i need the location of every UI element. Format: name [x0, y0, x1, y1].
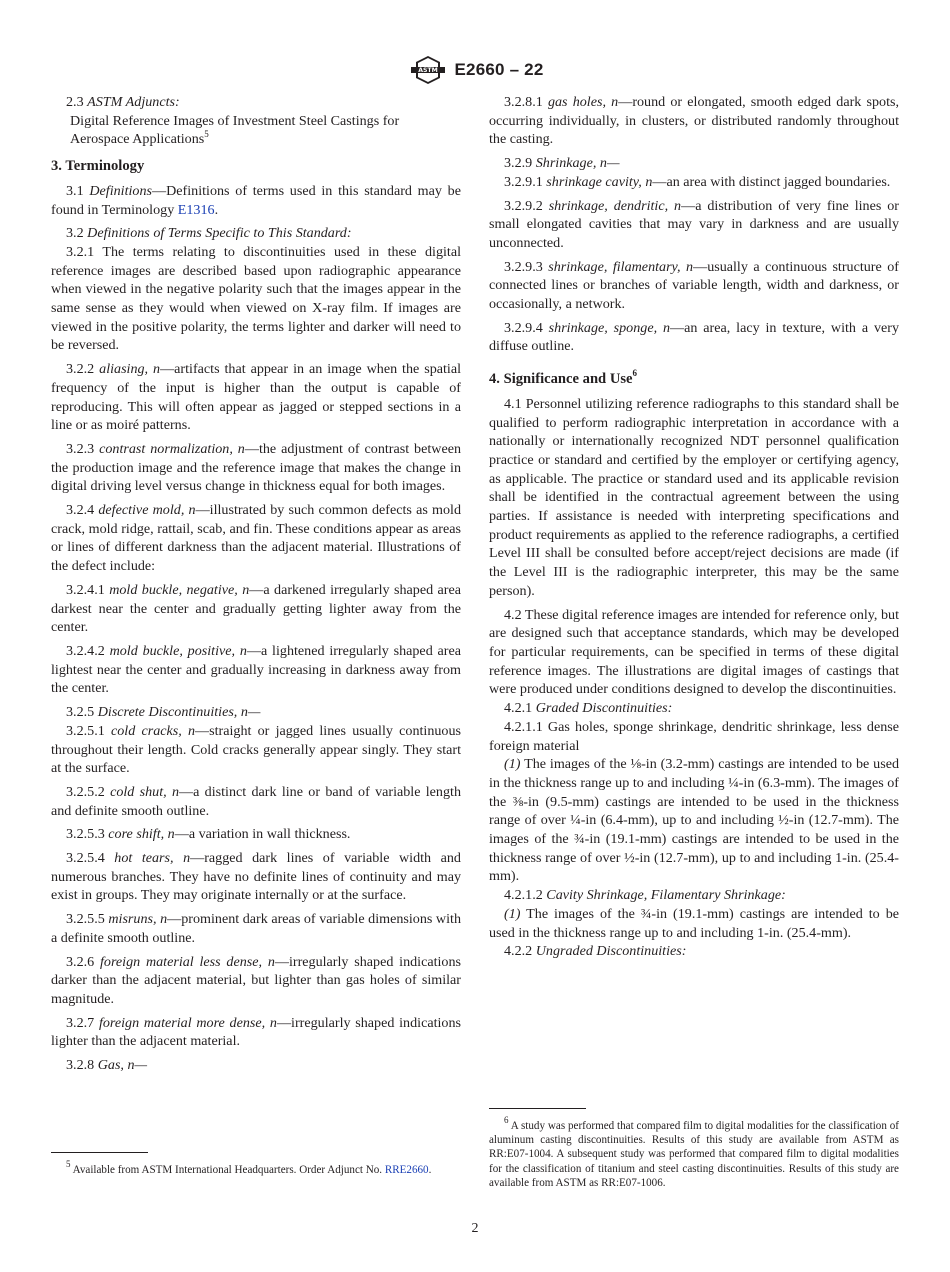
section-4-2-1-2: 4.2.1.2 Cavity Shrinkage, Filamentary Shrinkage: — [504, 887, 786, 904]
section-3-2-2: 3.2.2 aliasing, n—artifacts that appear in an image when the spatial frequency of the input is higher than the output is capable of reproducing. This will often appear as jagged or stepped sections in a line or as moiré patterns. — [51, 361, 462, 434]
section-4-2-1-1: 4.2.1.1 Gas holes, sponge shrinkage, dendritic shrinkage, less dense foreign material — [489, 718, 899, 754]
section-3-2-9-3: 3.2.9.3 shrinkage, filamentary, n—usually a continuous structure of connected lines or branches of variable length, width and darkness, or occasionally, a network. — [489, 258, 899, 313]
section-3-2-5-5: 3.2.5.5 misruns, n—prominent dark areas of variable dimensions with a definite smooth outline. — [51, 911, 461, 946]
section-4-2-1-1-item-1: (1) The images of the ⅛-in (3.2-mm) castings are intended to be used in the thickness range up to and including ¼-in (6.3-mm). The images of the ⅜-in (9.5-mm) castings are intended to be used in the thickness range of over ¼-in (6.4-mm), up to and including ½-in (12.7-mm). The images of the ¾-in (19.1-mm) castings are intended to be used in the thickness range of over ½-in (12.7-mm), up to and including 1-in. (25.4-mm). — [489, 756, 899, 885]
section-3-2-4: 3.2.4 defective mold, n—illustrated by such common defects as mold crack, mold ridge, rattail, scab, and fin. These conditions appear as areas or lines of different darkness than the adjacent material. Illustrations of the defect include: — [51, 502, 461, 575]
section-3-2-5-4: 3.2.5.4 hot tears, n—ragged dark lines of variable width and numerous branches. They have no definite lines of continuity and may exist in groups. They may originate internally or at the surface. — [51, 850, 461, 904]
section-3-2-9-1: 3.2.9.1 shrinkage cavity, n—an area with distinct jagged boundaries. — [504, 173, 891, 190]
section-3-2-1: 3.2.1 The terms relating to discontinuities used in these digital reference images are described based upon radiographic appearance when viewed in the negative polarity such that the images appear in the same sense as they would when viewed on X-ray film. If images are viewed in the positive polarity, the terms lighter and darker will need to be reversed. — [51, 243, 461, 354]
section-4-2-1-2-item-1: (1) The images of the ¾-in (19.1-mm) castings are intended to be used in the thickness range up to and including 1-in. (25.4-mm). — [489, 905, 899, 941]
section-3-2-7: 3.2.7 foreign material more dense, n—irregularly shaped indications lighter than the adjacent material. — [51, 1014, 461, 1050]
section-3-2-5-1: 3.2.5.1 cold cracks, n—straight or jagged lines usually continuous throughout their length. Cold cracks generally appear singly. They start at the surface. — [51, 722, 461, 777]
section-3-2-3: 3.2.3 contrast normalization, n—the adjustment of contrast between the production image and the reference image that makes the change in digital driving level versus change in thickness equal for both images. — [51, 440, 462, 495]
logo-text: ASTM — [417, 67, 438, 74]
section-3-1: 3.1 Definitions—Definitions of terms used in this standard may be found in Terminology E1316. — [51, 182, 461, 218]
section-4-1: 4.1 Personnel utilizing reference radiographs to this standard shall be qualified to perform radiographic interpretation in accordance with a nationally or internationally recognized NDT personnel qualification practice or standard and certified by the employer or certifying agency, as applicable. The practice or standard used and its applicable revision shall be identified in the contractual agreement between the using parties. If assistance is needed with interpreting specifications and product requirements as applied to the reference radiographs, a certified Level III shall be consulted before accept/reject decisions are made (if the Level III is the radiographic interpreter, this may be the same person). — [489, 395, 899, 599]
section-3-2-9-4: 3.2.9.4 shrinkage, sponge, n—an area, lacy in texture, with a very diffuse outline. — [489, 319, 900, 355]
footnote-5: $^5$ Available from ASTM International Headquarters. Order Adjunct No. RRE2660. — [66, 1159, 432, 1176]
footnote-rule-left — [51, 1152, 148, 1153]
section-3-2-9-2: 3.2.9.2 shrinkage, dendritic, n—a distribution of very fine lines or small elongated cavities that may vary in darkness and are usually unconnected. — [489, 197, 899, 251]
adjunct-entry: Digital Reference Images of Investment Steel Castings for Aerospace Applications$^5$ — [70, 112, 400, 148]
link-rre2660[interactable]: RRE2660 — [384, 1164, 429, 1176]
page-number: 2 — [471, 1221, 479, 1236]
section-4-2: 4.2 These digital reference images are intended for reference only, but are designed such that acceptance standards, which may be developed for particular requirements, can be specified in terms of these digital reference images. The illustrations are digital images of castings that were produced under conditions designed to develop the discontinuities. — [489, 606, 899, 698]
section-4-2-2: 4.2.2 Ungraded Discontinuities: — [504, 943, 687, 960]
footnote-ref-6: 6 — [632, 368, 638, 379]
section-3-2-5-3: 3.2.5.3 core shift, n—a variation in wall thickness. — [66, 826, 351, 843]
heading-terminology: 3. Terminology — [51, 158, 145, 175]
right-column — [489, 93, 899, 961]
section-3-2-5: 3.2.5 Discrete Discontinuities, n— — [66, 704, 261, 721]
section-2-3: 2.3 ASTM Adjuncts: — [66, 94, 180, 110]
footnote-rule-right — [489, 1108, 586, 1109]
section-3-2-5-2: 3.2.5.2 cold shut, n—a distinct dark line or band of variable length and definite smooth outline. — [51, 783, 461, 819]
heading-significance-and-use: 4. Significance and Use$^6$ — [489, 368, 638, 388]
section-3-2: 3.2 Definitions of Terms Specific to This Standard: — [66, 225, 352, 242]
section-3-2-8: 3.2.8 Gas, n— — [66, 1057, 148, 1074]
astm-logo-icon — [407, 55, 449, 85]
section-3-2-6: 3.2.6 foreign material less dense, n—irregularly shaped indications darker than the adjacent material, but lighter than gas holes of similar magnitude. — [51, 953, 461, 1007]
page-header — [0, 55, 950, 85]
footnote-ref-5: 5 — [204, 128, 209, 139]
section-4-2-1: 4.2.1 Graded Discontinuities: — [504, 700, 673, 717]
section-3-2-4-1: 3.2.4.1 mold buckle, negative, n—a darkened irregularly shaped area darkest near the center and gradually getting lighter away from the center. — [51, 581, 461, 636]
section-3-2-9: 3.2.9 Shrinkage, n— — [504, 155, 620, 172]
standard-designation: E2660 – 22 — [454, 60, 544, 79]
footnote-6: $^6$ A study was performed that compared film to digital modalities for the classification of aluminum casting discontinuities. Results of this study are available from ASTM as RR:E07-1004. A subsequent study was performed that compared film to digital modalities for the classification of titanium and steel casting discontinuities. Results of this study are available from ASTM as RR:E07-1006. — [489, 1115, 899, 1189]
link-e1316[interactable]: E1316 — [177, 201, 215, 218]
section-3-2-8-1: 3.2.8.1 gas holes, n—round or elongated, smooth edged dark spots, occurring individually, in clusters, or distributed randomly throughout the casting. — [489, 94, 899, 148]
section-3-2-4-2: 3.2.4.2 mold buckle, positive, n—a lightened irregularly shaped area lightest near the center and gradually increasing in darkness away from the center. — [51, 642, 462, 697]
left-column — [51, 93, 461, 1080]
